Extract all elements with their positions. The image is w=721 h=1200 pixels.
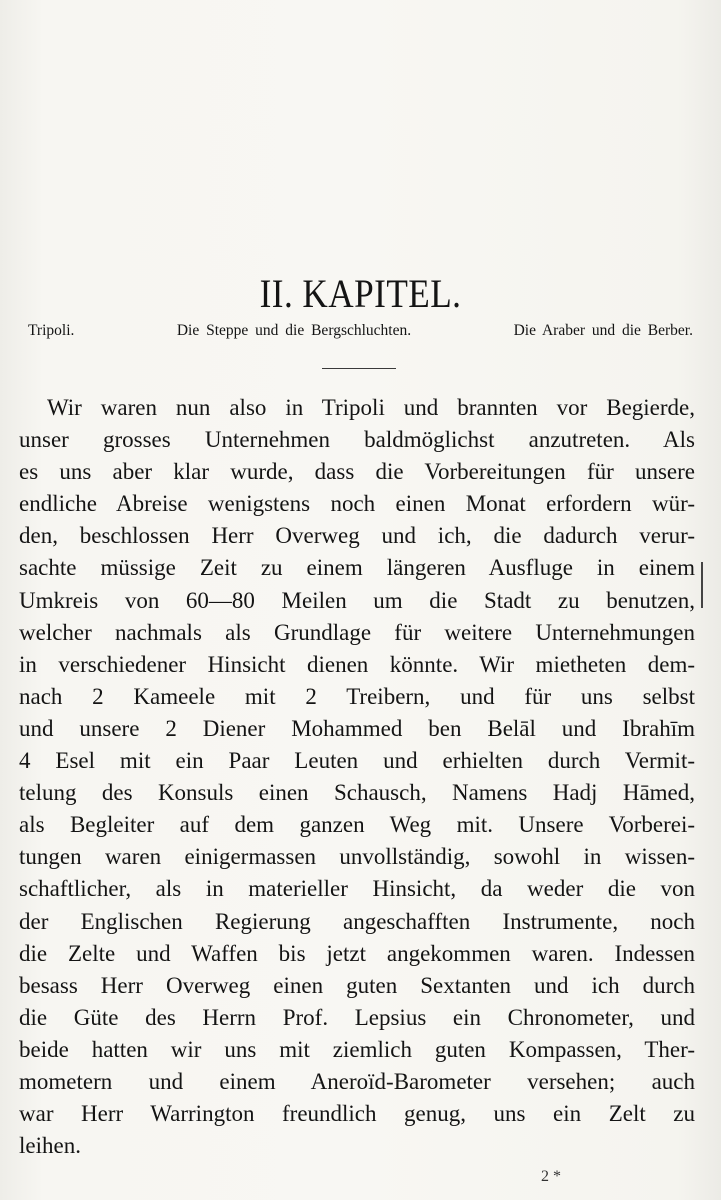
body-line: die Güte des Herrn Prof. Lepsius ein Chronometer, und (19, 1004, 695, 1030)
body-line: welcher nachmals als Grundlage für weitere Unternehmungen (19, 619, 695, 645)
body-paragraph (19, 392, 695, 1162)
chapter-subtitle (28, 322, 693, 340)
page-signature: 2 * (541, 1168, 561, 1185)
body-line: unser grosses Unternehmen baldmöglichst anzutreten. Als (19, 427, 695, 453)
body-line: nach 2 Kameele mit 2 Treibern, und für uns selbst (19, 683, 695, 709)
body-line: es uns aber klar wurde, dass die Vorbereitungen für unsere (19, 459, 695, 485)
body-line: leihen. (19, 1133, 81, 1159)
chapter-title: II. KAPITEL. (259, 271, 462, 316)
body-line: beide hatten wir uns mit ziemlich guten Kompassen, Ther- (19, 1036, 695, 1062)
body-line: als Begleiter auf dem ganzen Weg mit. Unsere Vorberei- (19, 812, 695, 838)
body-line: endliche Abreise wenigstens noch einen Monat erfordern wür- (19, 491, 695, 517)
margin-pencil-mark (701, 562, 703, 608)
body-line: besass Herr Overweg einen guten Sextanten und ich durch (19, 972, 695, 998)
body-line: Wir waren nun also in Tripoli und brannten vor Begierde, (47, 395, 695, 420)
body-line: die Zelte und Waffen bis jetzt angekommen waren. Indessen (19, 940, 695, 966)
subtitle-part-steppe: Die Steppe und die Bergschluchten. (176, 322, 412, 339)
body-line: den, beschlossen Herr Overweg und ich, die dadurch verur- (19, 523, 695, 549)
body-line: in verschiedener Hinsicht dienen könnte. Wir mietheten dem- (19, 651, 695, 677)
body-line: schaftlicher, als in materieller Hinsicht, da weder die von (19, 876, 695, 902)
subtitle-part-araber: Die Araber und die Berber. (513, 322, 693, 339)
body-line: Umkreis von 60—80 Meilen um die Stadt zu benutzen, (19, 587, 695, 613)
body-line: mometern und einem Aneroïd-Barometer versehen; auch (19, 1068, 695, 1094)
section-divider (322, 368, 396, 369)
body-line: tungen waren einigermassen unvollständig, sowohl in wissen- (19, 844, 695, 870)
body-line: 4 Esel mit ein Paar Leuten und erhielten durch Vermit- (19, 748, 695, 774)
body-line: war Herr Warrington freundlich genug, uns ein Zelt zu (19, 1101, 695, 1127)
body-line: sachte müssige Zeit zu einem längeren Ausfluge in einem (19, 555, 695, 581)
body-line: und unsere 2 Diener Mohammed ben Belāl und Ibrahīm (19, 715, 695, 741)
subtitle-part-tripoli: Tripoli. (28, 322, 75, 339)
body-line: telung des Konsuls einen Schausch, Namens Hadj Hāmed, (19, 780, 695, 806)
body-line: der Englischen Regierung angeschafften Instrumente, noch (19, 908, 695, 934)
